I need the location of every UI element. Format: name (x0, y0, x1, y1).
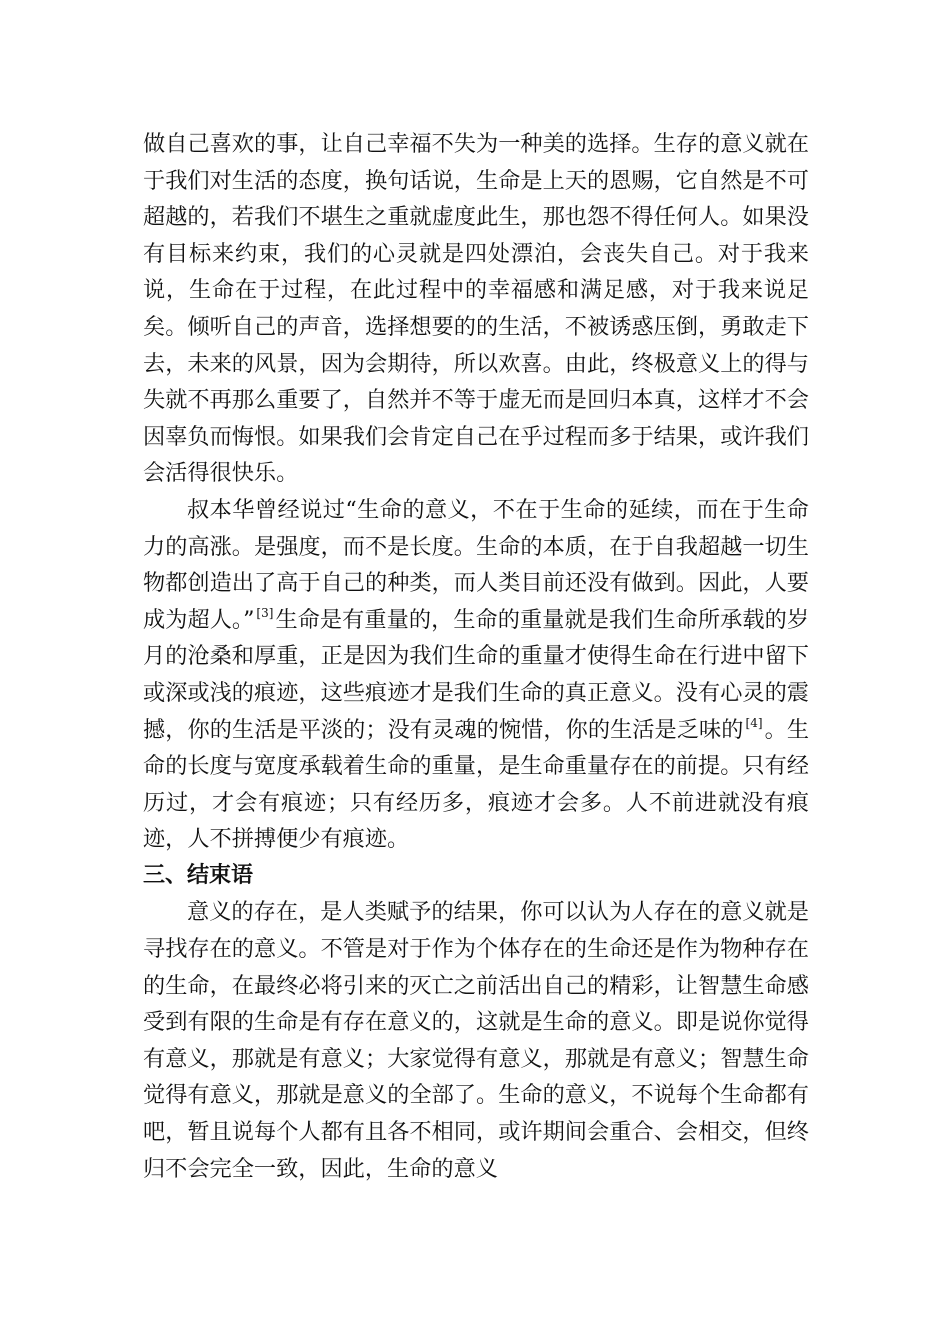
citation-ref-4: [4] (745, 716, 763, 731)
paragraph-text-part2: 生命是有重量的，生命的重量就是我们生命所承载的岁月的沧桑和厚重，正是因为我们生命的重量才使得生命在行进中留下或深或浅的痕迹，这些痕迹才是我们生命的真正意义。没有心灵的震撼，你的生活是平淡的；没有灵魂的惋惜，你的生活是乏味的 (143, 606, 810, 743)
paragraph-schopenhauer-quote (143, 492, 809, 858)
paragraph-text-part3: 。生命的长度与宽度承载着生命的重量，是生命重量存在的前提。只有经历过，才会有痕迹；只有经历多，痕迹才会多。人不前进就没有痕迹，人不拼搏便少有痕迹。 (143, 716, 810, 853)
section-heading-conclusion: 三、结束语 (143, 862, 254, 888)
paragraph-text-part1: 叔本华曾经说过“生命的意义，不在于生命的延续，而在于生命力的高涨。是强度，而不是长度。生命的本质，在于自我超越一切生物都创造出了高于自己的种类，而人类目前还没有做到。因此，人要成为超人。” (143, 496, 809, 633)
paragraph-conclusion: 意义的存在，是人类赋予的结果，你可以认为人存在的意义就是寻找存在的意义。不管是对于作为个体存在的生命还是作为物种存在的生命，在最终必将引来的灭亡之前活出自己的精彩，让智慧生命感受到有限的生命是有存在意义的，这就是生命的意义。即是说你觉得有意义，那就是有意义；大家觉得有意义，那就是有意义；智慧生命觉得有意义，那就是意义的全部了。生命的意义，不说每个生命都有吧，暂且说每个人都有且各不相同，或许期间会重合、会相交，但终归不会完全一致，因此，生命的意义 (143, 899, 809, 1182)
citation-ref-3: [3] (256, 606, 274, 621)
paragraph-life-choice: 做自己喜欢的事，让自己幸福不失为一种美的选择。生存的意义就在于我们对生活的态度，换句话说，生命是上天的恩赐，它自然是不可超越的，若我们不堪生之重就虚度此生，那也怨不得任何人。如果没有目标来约束，我们的心灵就是四处漂泊，会丧失自己。对于我来说，生命在于过程，在此过程中的幸福感和满足感，对于我来说足矣。倾听自己的声音，选择想要的的生活，不被诱惑压倒，勇敢走下去，未来的风景，因为会期待，所以欢喜。由此，终极意义上的得与失就不再那么重要了，自然并不等于虚无而是回归本真，这样才不会因辜负而悔恨。如果我们会肯定自己在乎过程而多于结果，或许我们会活得很快乐。 (143, 131, 809, 487)
document-page (143, 126, 809, 1187)
